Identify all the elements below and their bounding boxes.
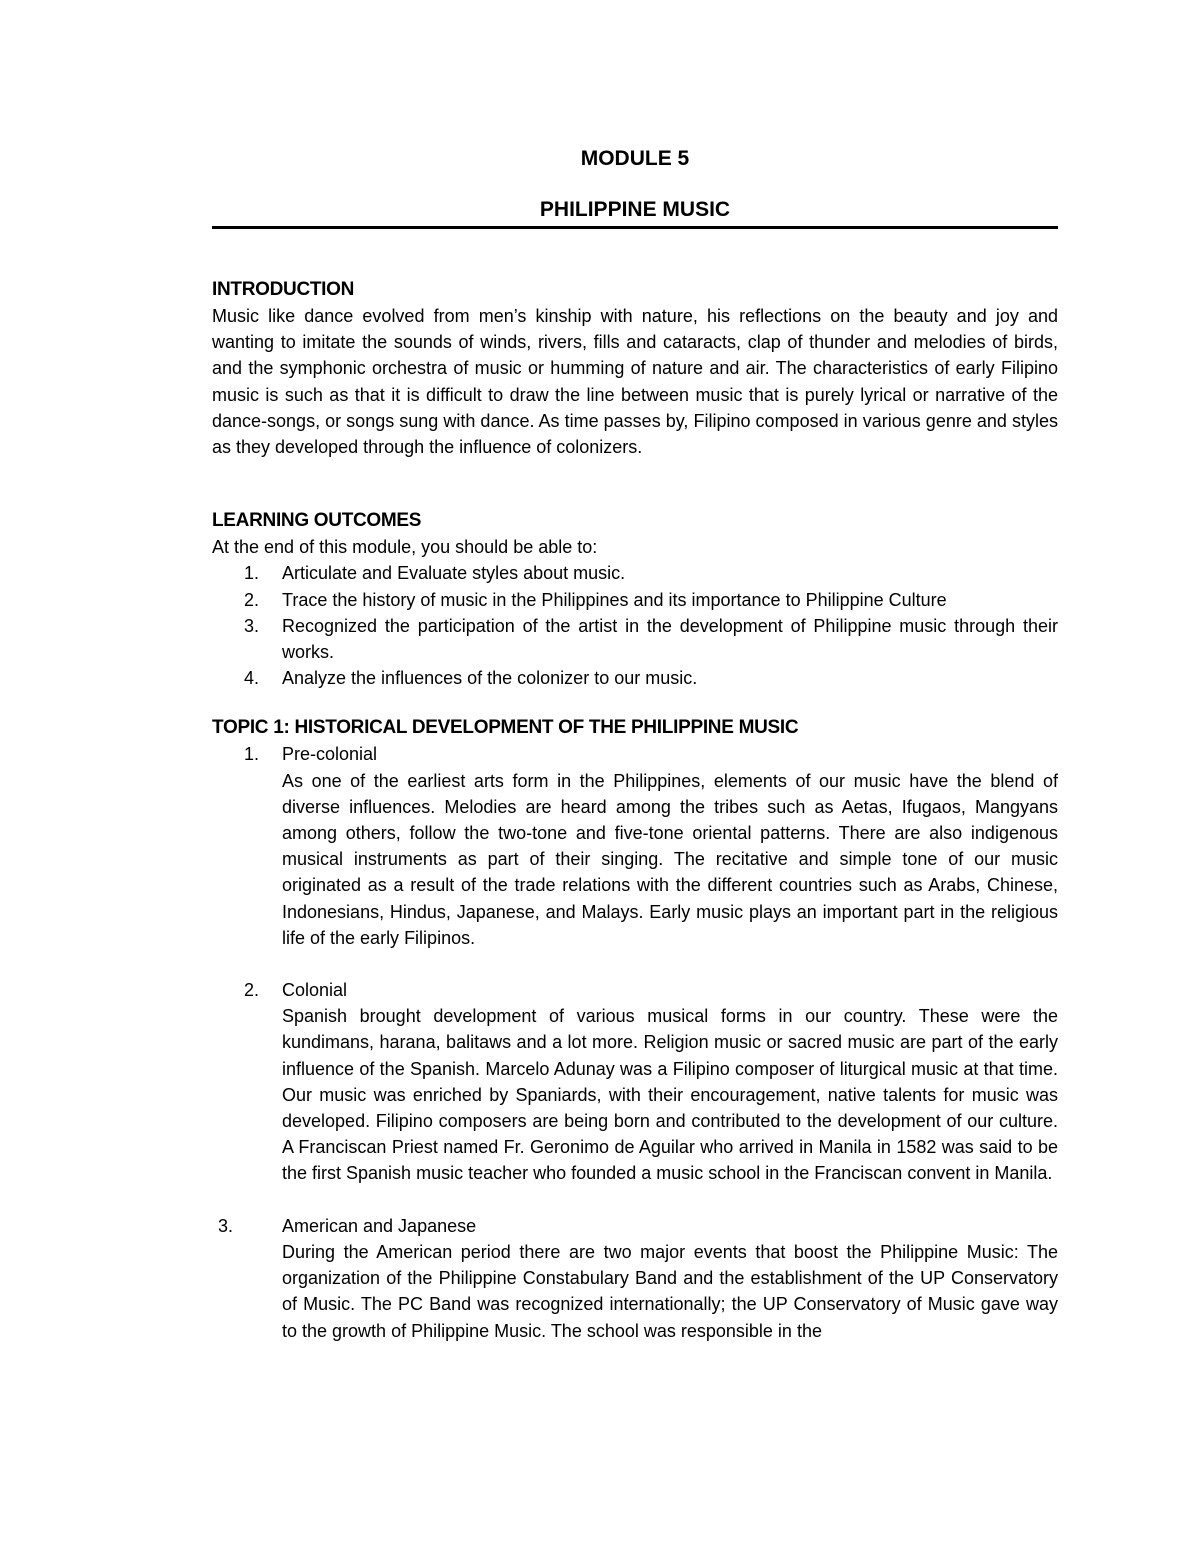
title-divider: [212, 226, 1058, 229]
introduction-heading: INTRODUCTION: [212, 279, 355, 300]
topic-item-title: Pre-colonial: [282, 744, 378, 765]
introduction-paragraph: Music like dance evolved from men’s kinship with nature, his reflections on the beauty and joy and wanting to imitate the sounds of winds, rivers, fills and cataracts, clap of thunder and melodies of birds, and the symphonic orchestra of music or humming of nature and air. The characteristics of early Filipino music is such as that it is difficult to draw the line between music that is purely lyrical or narrative of the dance-songs, or songs sung with dance. As time passes by, Filipino composed in various genre and styles as they developed through the influence of colonizers.: [212, 306, 1058, 458]
topic-item-colonial: [212, 977, 1058, 1187]
list-number: 4.: [244, 668, 260, 689]
list-item: [212, 560, 1058, 586]
list-number: 1.: [244, 563, 260, 584]
document-body: [212, 277, 1058, 1344]
list-item-text: Articulate and Evaluate styles about music.: [282, 563, 626, 584]
learning-outcomes-intro: At the end of this module, you should be able to:: [212, 537, 598, 558]
module-number: MODULE 5: [580, 147, 690, 170]
topic-item-pre-colonial: [212, 741, 1058, 951]
list-item-text: Trace the history of music in the Philippines and its importance to Philippine Culture: [282, 589, 947, 610]
list-number: 2.: [244, 980, 260, 1001]
topic-item-american-and-japanese: [212, 1213, 1058, 1344]
learning-outcomes-list: [212, 560, 1058, 691]
topic-1-section: [212, 715, 1058, 1343]
list-item-text: Analyze the influences of the colonizer to our music.: [282, 668, 698, 689]
topic-item-title: American and Japanese: [282, 1215, 477, 1236]
list-item: [212, 587, 1058, 613]
topic-1-heading: TOPIC 1: HISTORICAL DEVELOPMENT OF THE PHILIPPINE MUSIC: [212, 717, 799, 739]
list-item: [212, 613, 1058, 665]
list-item: [212, 665, 1058, 691]
topic-item-paragraph: Spanish brought development of various musical forms in our country. These were the kundimans, harana, balitaws and a lot more. Religion music or sacred music are part of the early influence of the Spanish. Marcelo Adunay was a Filipino composer of liturgical music at that time. Our music was enriched by Spaniards, with their encouragement, native talents for music was developed. Filipino composers are being born and contributed to the development of our culture. A Franciscan Priest named Fr. Geronimo de Aguilar who arrived in Manila in 1582 was said to be the first Spanish music teacher who founded a music school in the Franciscan convent in Manila.: [282, 1006, 1058, 1184]
list-item-text: Recognized the participation of the artist in the development of Philippine music through their works.: [282, 615, 1058, 663]
introduction-section: [212, 277, 1058, 460]
list-number: 3.: [218, 1215, 234, 1236]
page-title: PHILIPPINE MUSIC: [539, 198, 731, 221]
list-number: 1.: [244, 744, 260, 765]
learning-outcomes-section: [212, 508, 1058, 691]
learning-outcomes-heading: LEARNING OUTCOMES: [212, 510, 422, 532]
list-number: 3.: [244, 615, 260, 636]
topic-item-paragraph: As one of the earliest arts form in the Philippines, elements of our music have the blend of diverse influences. Melodies are heard among the tribes such as Aetas, Ifugaos, Mangyans among others, follow the two-tone and five-tone oriental patterns. There are also indigenous musical instruments as part of their singing. The recitative and simple tone of our music originated as a result of the trade relations with the different countries such as Arabs, Chinese, Indonesians, Hindus, Japanese, and Malays. Early music plays an important part in the religious life of the early Filipinos.: [282, 770, 1058, 948]
topic-item-paragraph: During the American period there are two major events that boost the Philippine Music: The organization of the Philippine Constabulary Band and the establishment of the UP Conservatory of Music. The PC Band was recognized internationally; the UP Conservatory of Music gave way to the growth of Philippine Music. The school was responsible in the: [282, 1241, 1058, 1341]
list-number: 2.: [244, 589, 260, 610]
topic-item-title: Colonial: [282, 980, 348, 1001]
